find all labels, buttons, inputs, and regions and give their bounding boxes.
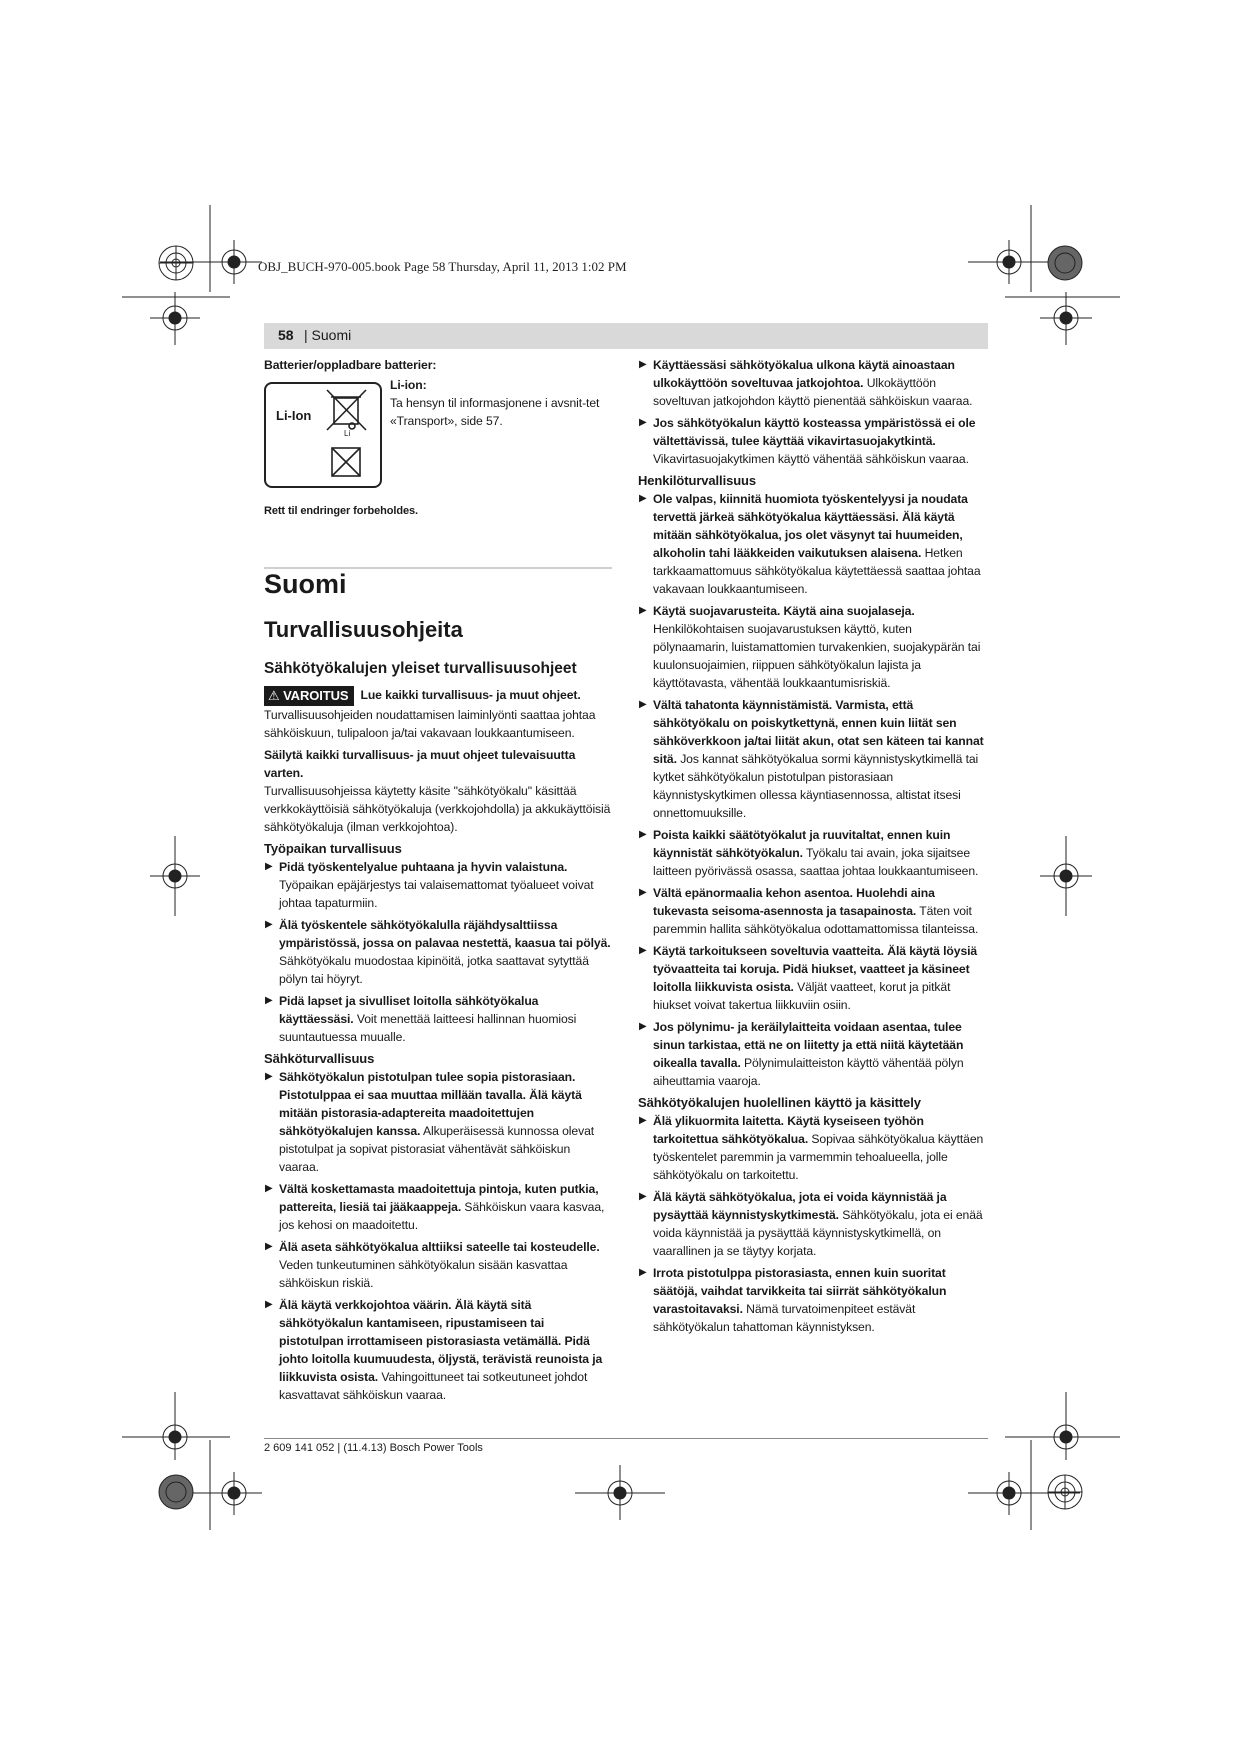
liion-bin-label: Li	[344, 429, 351, 438]
list-item	[638, 826, 988, 880]
warning-badge-label: VAROITUS	[283, 688, 349, 703]
liion-icon-box	[264, 382, 382, 488]
keep-text: Turvallisuusohjeissa käytetty käsite "sähkötyökalu" käsittää verkkokäyttöisiä sähkötyökaluja (verkkojohdolla) ja akkukäyttöisiä sähkötyökaluja (ilman verkkojohtoa).	[264, 784, 611, 834]
item-text: Ulkokäyttöön soveltuvan jatkojohdon käyttö pienentää sähköiskun vaaraa.	[653, 376, 973, 408]
electrical-list	[264, 1068, 612, 1404]
bullet-arrow-icon: ▶	[265, 861, 273, 872]
safety-title: Turvallisuusohjeita	[264, 617, 463, 642]
bullet-arrow-icon: ▶	[639, 417, 647, 428]
file-header: OBJ_BUCH-970-005.book Page 58 Thursday, April 11, 2013 1:02 PM	[258, 259, 627, 274]
item-text: Jos kannat sähkötyökalua sormi käynnistyskytkimellä tai kytket sähkötyökalun pistotulpan pistorasiaan käynnistyskytkimen ollessa käyntiasennossa, altistat itsesi onnettomuuksille.	[653, 752, 979, 820]
list-item	[638, 1188, 988, 1260]
warning-text: Turvallisuusohjeiden noudattamisen laiminlyönti saattaa johtaa sähköiskuun, tulipaloon ja/tai vakavaan loukkaantumiseen.	[264, 708, 596, 740]
care-list	[638, 1112, 988, 1336]
bullet-arrow-icon: ▶	[265, 1241, 273, 1252]
bullet-arrow-icon: ▶	[639, 605, 647, 616]
list-item	[638, 1018, 988, 1090]
item-text: Pölynimulaitteiston käyttö vähentää pölyn aiheuttamia vaaroja.	[653, 1056, 964, 1088]
item-text: Sopivaa sähkötyökalua käyttäen työskentelet paremmin ja varmemmin tehoalueella, jolle sähkötyökalu on tarkoitettu.	[653, 1132, 984, 1182]
list-item	[638, 884, 988, 938]
list-item	[264, 1296, 612, 1404]
item-bold: Jos pölynimu- ja keräilylaitteita voidaan asentaa, tulee sinun tarkistaa, että ne on liitetty ja että niitä käytetään oikealla tavalla.	[653, 1020, 964, 1070]
list-item	[638, 1112, 988, 1184]
bullet-arrow-icon: ▶	[265, 995, 273, 1006]
item-bold: Jos sähkötyökalun käyttö kosteassa ympäristössä ei ole vältettävissä, tulee käyttää vikavirtasuojakytkintä.	[653, 416, 976, 448]
bullet-arrow-icon: ▶	[639, 493, 647, 504]
general-safety-title: Sähkötyökalujen yleiset turvallisuusohjeet	[264, 660, 577, 677]
batteries-heading: Batterier/oppladbare batterier:	[264, 358, 437, 372]
list-item	[638, 602, 988, 692]
item-bold: Pidä työskentelyalue puhtaana ja hyvin valaistuna.	[279, 860, 568, 874]
list-item	[264, 1068, 612, 1176]
item-text: Työkalu tai avain, joka sijaitsee laitteen pyörivässä osassa, saattaa johtaa loukkaantumiseen.	[653, 846, 979, 878]
list-item	[638, 490, 988, 598]
workplace-heading: Työpaikan turvallisuus	[264, 841, 402, 856]
list-item	[638, 356, 988, 410]
left-column	[264, 686, 612, 1408]
item-bold: Älä työskentele sähkötyökalulla räjähdysalttiissa ympäristössä, jossa on palavaa nestettä, kaasua tai pölyä.	[279, 918, 611, 950]
bullet-arrow-icon: ▶	[639, 699, 647, 710]
item-text: Väljät vaatteet, korut ja pitkät hiukset voivat takertua liikkuviin osiin.	[653, 980, 951, 1012]
liion-note	[390, 376, 610, 430]
list-item	[264, 1238, 612, 1292]
item-bold: Ole valpas, kiinnitä huomiota työskentelyysi ja noudata tervettä järkeä sähkötyökalua käyttäessäsi. Älä käytä mitään sähkötyökalua, jos olet väsynyt tai huumeiden, alkoholin tahi lääkkeiden vaikutuksen alaisena.	[653, 492, 968, 560]
item-bold: Vältä tahatonta käynnistämistä. Varmista, että sähkötyökalu on poiskytkettynä, ennen kuin liität sen sähköverkkoon ja/tai liität akun, otat sen käteen tai kannat sitä.	[653, 698, 984, 766]
color-registration-icon	[159, 1475, 193, 1509]
item-bold: Vältä koskettamasta maadoitettuja pintoja, kuten putkia, pattereita, liesiä tai jääkaappeja.	[279, 1182, 599, 1214]
item-bold: Käytä suojavarusteita. Käytä aina suojalaseja.	[653, 604, 915, 618]
item-bold: Irrota pistotulppa pistorasiasta, ennen kuin suoritat säätöjä, vaihdat tarvikkeita tai siirrät sähkötyökalun varastoitavaksi.	[653, 1266, 947, 1316]
liion-text: Ta hensyn til informasjonene i avsnit-tet «Transport», side 57.	[390, 396, 600, 428]
item-bold: Vältä epänormaalia kehon asentoa. Huolehdi aina tukevasta seisoma-asennosta ja tasapainosta.	[653, 886, 935, 918]
keep-bold: Säilytä kaikki turvallisuus- ja muut ohjeet tulevaisuutta varten.	[264, 748, 576, 780]
section-name: Suomi	[311, 327, 352, 343]
list-item	[638, 1264, 988, 1336]
rights-note	[264, 502, 612, 520]
item-bold: Älä aseta sähkötyökalua alttiiksi sateelle tai kosteudelle.	[279, 1240, 600, 1254]
item-bold: Älä ylikuormita laitetta. Käytä kyseiseen työhön tarkoitettua sähkötyökalua.	[653, 1114, 924, 1146]
section-title: | Suomi	[304, 327, 352, 343]
color-registration-icon	[1048, 246, 1082, 280]
item-text: Voit menettää laitteesi hallinnan huomiosi suuntautuessa muualle.	[279, 1012, 577, 1044]
item-bold: Poista kaikki säätötyökalut ja ruuvitaltat, ennen kuin käynnistät sähkötyökalun.	[653, 828, 951, 860]
bullet-arrow-icon: ▶	[639, 945, 647, 956]
warning-paragraph	[264, 686, 612, 742]
bullet-arrow-icon: ▶	[639, 829, 647, 840]
item-text: Täten voit paremmin hallita sähkötyökalua odottamattomissa tilanteissa.	[653, 904, 979, 936]
list-item	[264, 992, 612, 1046]
right-top-list	[638, 356, 988, 468]
item-bold: Sähkötyökalun pistotulpan tulee sopia pistorasiaan. Pistotulppaa ei saa muuttaa millään tavalla. Älä käytä mitään pistorasia-adaptereita maadoitettujen sähkötyökalujen kanssa.	[279, 1070, 582, 1138]
item-text: Sähkötyökalu, jota ei enää voida käynnistää ja pysäyttää käynnistyskytkimellä, on vaarallinen ja se täytyy korjata.	[653, 1208, 983, 1258]
item-bold: Käytä tarkoitukseen soveltuvia vaatteita. Älä käytä löysiä työvaatteita tai koruja. Pidä hiukset, vaatteet ja käsineet loitolla liikkuvista osista.	[653, 944, 978, 994]
warning-bold: Lue kaikki turvallisuus- ja muut ohjeet.	[360, 688, 581, 702]
electrical-heading: Sähköturvallisuus	[264, 1051, 375, 1066]
list-item	[638, 696, 988, 822]
bullet-arrow-icon: ▶	[265, 1071, 273, 1082]
item-text: Nämä turvatoimenpiteet estävät sähkötyökalun tahattoman käynnistyksen.	[653, 1302, 916, 1334]
rights-text: Rett til endringer forbeholdes.	[264, 505, 418, 517]
warning-triangle-icon: ⚠	[268, 688, 280, 703]
page-header-bar	[264, 323, 988, 349]
language-title: Suomi	[264, 569, 347, 599]
bullet-arrow-icon: ▶	[639, 1267, 647, 1278]
warning-badge	[264, 686, 354, 706]
bullet-arrow-icon: ▶	[639, 1115, 647, 1126]
keep-paragraph	[264, 746, 612, 836]
item-text: Alkuperäisessä kunnossa olevat pistotulpat ja sopivat pistorasiat vähentävät sähköiskun vaaraa.	[279, 1124, 595, 1174]
bullet-arrow-icon: ▶	[265, 1299, 273, 1310]
footer-text: 2 609 141 052 | (11.4.13) Bosch Power Tools	[264, 1442, 483, 1454]
bullet-arrow-icon: ▶	[265, 919, 273, 930]
page-number: 58	[278, 327, 294, 343]
personal-list	[638, 490, 988, 1090]
bullet-arrow-icon: ▶	[639, 1191, 647, 1202]
item-text: Sähkötyökalu muodostaa kipinöitä, jotka saattavat sytyttää pölyn tai höyryt.	[279, 954, 589, 986]
list-item	[264, 858, 612, 912]
list-item	[638, 414, 988, 468]
item-text: Veden tunkeutuminen sähkötyökalun sisään kasvattaa sähköiskun riskiä.	[279, 1258, 568, 1290]
footer-rule	[264, 1438, 988, 1439]
list-item	[264, 1180, 612, 1234]
bullet-arrow-icon: ▶	[265, 1183, 273, 1194]
item-bold: Älä käytä verkkojohtoa väärin. Älä käytä sitä sähkötyökalun kantamiseen, ripustamiseen tai pistotulpan irrottamiseen pistorasiasta vetämällä. Pidä johto loitolla kuumuudesta, öljystä, terävistä reunoista ja liikkuvista osista.	[279, 1298, 603, 1384]
care-heading: Sähkötyökalujen huolellinen käyttö ja käsittely	[638, 1095, 921, 1110]
bullet-arrow-icon: ▶	[639, 887, 647, 898]
liion-title: Li-ion:	[390, 378, 427, 392]
liion-icon-label: Li-Ion	[276, 408, 312, 423]
bullet-arrow-icon: ▶	[639, 359, 647, 370]
workplace-list	[264, 858, 612, 1046]
list-item	[638, 942, 988, 1014]
list-item	[264, 916, 612, 988]
item-text: Työpaikan epäjärjestys tai valaisemattomat työalueet voivat johtaa tapaturmiin.	[279, 878, 594, 910]
item-text: Henkilökohtaisen suojavarustuksen käyttö, kuten pölynaamarin, luistamattomien turvakenkien, suojakypärän tai kuulonsuojaimien, riippuen sähkötyökalun lajista ja käyttötavasta, vähentää loukkaantumisriskiä.	[653, 622, 981, 690]
batteries-block	[264, 356, 612, 374]
bullet-arrow-icon: ▶	[639, 1021, 647, 1032]
personal-heading: Henkilöturvallisuus	[638, 473, 757, 488]
item-text: Sähköiskun vaara kasvaa, jos kehosi on maadoitettu.	[279, 1200, 605, 1232]
right-column	[638, 356, 988, 1340]
item-text: Vahingoittuneet tai sotkeutuneet johdot kasvattavat sähköiskun vaaraa.	[279, 1370, 588, 1402]
item-bold: Käyttäessäsi sähkötyökalua ulkona käytä ainoastaan ulkokäyttöön soveltuvaa jatkojohtoa.	[653, 358, 955, 390]
item-bold: Pidä lapset ja sivulliset loitolla sähkötyökalua käyttäessäsi.	[279, 994, 539, 1026]
item-bold: Älä käytä sähkötyökalua, jota ei voida käynnistää ja pysäyttää käynnistyskytkimestä.	[653, 1190, 947, 1222]
item-text: Vikavirtasuojakytkimen käyttö vähentää sähköiskun vaaraa.	[653, 452, 969, 466]
item-text: Hetken tarkkaamattomuus sähkötyökalua käytettäessä saattaa johtaa vakavaan loukkaantumiseen.	[653, 546, 981, 596]
